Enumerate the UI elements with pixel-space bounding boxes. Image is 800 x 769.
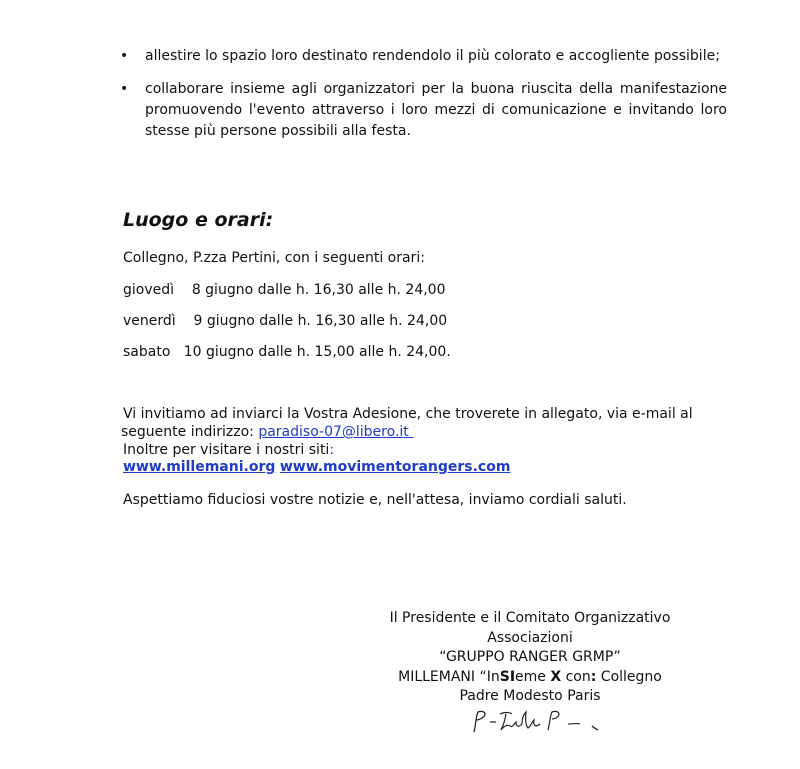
signatory-name: Padre Modesto Paris [459, 688, 601, 704]
signature-block [380, 609, 680, 707]
org-text-bold: SI [499, 668, 516, 685]
site-link-movimentorangers[interactable]: www.movimentorangers.com [279, 459, 511, 475]
sites-intro [123, 441, 334, 459]
sites-colon: : [329, 442, 335, 458]
site-link-millemani[interactable]: www.millemani.org [123, 459, 276, 475]
closing-text: Aspettiamo fiduciosi vostre notizie e, nell'attesa, inviamo cordiali saluti. [123, 492, 627, 508]
bullet-item [0, 46, 727, 67]
bullet-item [0, 79, 727, 142]
schedule-row-friday: venerdì 9 giugno dalle h. 16,30 alle h. 24,00 [123, 313, 448, 329]
sites-intro-text: Inoltre per visitare i nostri siti [123, 442, 330, 458]
invite-text: Vi invitiamo ad inviarci la Vostra Adesione, che troverete in allegato, via e-mail al [123, 406, 693, 422]
signature-line: Associazioni [487, 629, 573, 646]
bullet-text: collaborare insieme agli organizzatori per la buona riuscita della manifestazione promuovendo l'evento attraverso i loro mezzi di comunicazione e invitando loro stesse più persone possibili alla festa. [145, 81, 727, 139]
org-text: Collegno [596, 668, 662, 685]
schedule-row-thursday: giovedì 8 giugno dalle h. 16,30 alle h. 24,00 [123, 282, 446, 298]
org-text-bold: : [590, 668, 597, 685]
bullet-icon: • [120, 48, 129, 64]
org-text: MILLEMANI “In [398, 668, 500, 685]
signature-line: Il Presidente e il Comitato Organizzativo [389, 610, 671, 626]
signature-line: “GRUPPO RANGER GRMP” [439, 649, 621, 665]
invite-address-label: seguente indirizzo: [121, 424, 259, 440]
email-link[interactable]: paradiso-07@libero.it [258, 424, 414, 440]
section-heading: Luogo e orari: [123, 209, 274, 231]
bullet-text: allestire lo spazio loro destinato rendendolo il più colorato e accogliente possibile; [145, 48, 720, 64]
location-intro: Collegno, P.zza Pertini, con i seguenti orari: [123, 250, 425, 266]
schedule-row-saturday: sabato 10 giugno dalle h. 15,00 alle h. 24,00. [123, 344, 451, 360]
org-text: eme [515, 668, 551, 685]
bullet-list [0, 46, 800, 142]
signature-org-line [380, 668, 680, 688]
org-text-bold: X [550, 668, 562, 685]
invite-address-line [121, 423, 413, 441]
sites-links [123, 458, 510, 476]
handwritten-signature [470, 708, 630, 736]
org-text: con [561, 668, 591, 685]
bullet-icon: • [120, 81, 129, 97]
